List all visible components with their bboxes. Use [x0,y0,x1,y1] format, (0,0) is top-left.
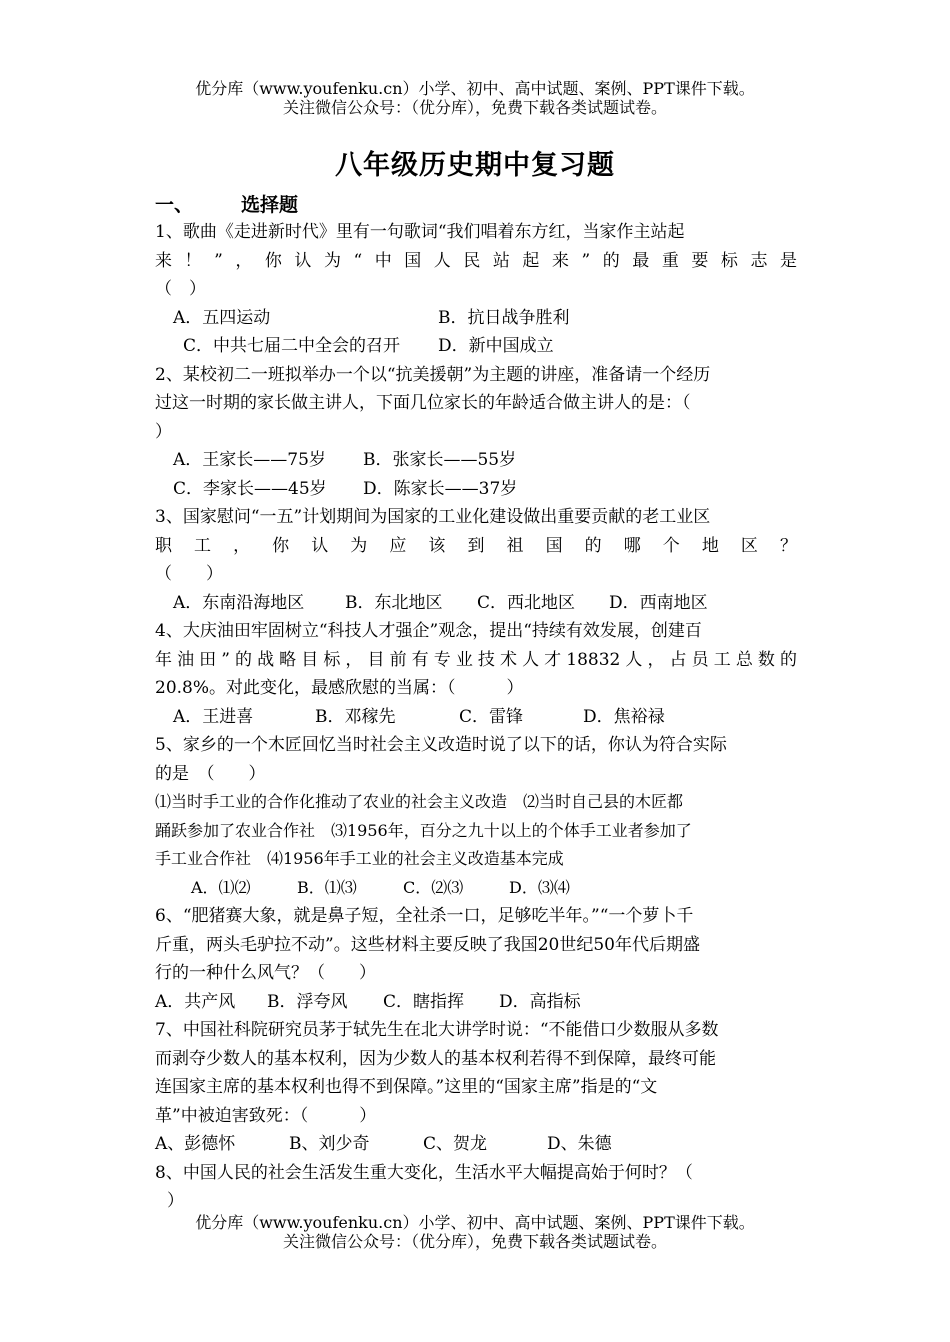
question-list [155,218,797,1216]
q2-line-1: 2、某校初二一班拟举办一个以“抗美援朝”为主题的讲座，准备请一个经历 [155,364,711,385]
section-number: 一、 [155,194,194,216]
q6-option-d: D．高指标 [499,991,581,1012]
q5-line-2: 的是 （ ） [155,763,266,784]
q4-line-2: 年油田”的战略目标，目前有专业技术人才18832人，占员工总数的 [155,649,797,670]
q3-line-1: 3、国家慰问“一五”计划期间为国家的工业化建设做出重要贡献的老工业区 [155,507,711,527]
q5-option-d: D．⑶⑷ [509,877,570,897]
q7-line-1: 7、中国社科院研究员茅于轼先生在北大讲学时说：“不能借口少数服从多数 [155,1020,719,1040]
q5-option-b: B．⑴⑶ [297,877,357,897]
q2-line-3: ） [155,421,172,442]
q4-option-a: A．王进喜 [173,706,254,727]
q1-option-c: C．中共七届二中全会的召开 [183,336,401,356]
footer-line-2: 关注微信公众号：（优分库），免费下载各类试题试卷。 [282,1232,667,1251]
q2-options-cd [155,475,797,504]
q8-line-2: ） [167,1191,184,1211]
q6-option-b: B．浮夸风 [267,991,348,1012]
q3-line-2: 职工，你认为应该到祖国的哪个地区？ [155,535,797,556]
q3-option-a: A．东南沿海地区 [173,592,305,613]
q2-options-ab [155,446,797,475]
q5-line-4: 踊跃参加了农业合作社 ⑶1956年，百分之九十以上的个体手工业者参加了 [155,820,692,840]
q4-line-1: 4、大庆油田牢固树立“科技人才强企”观念，提出“持续有效发展，创建百 [155,621,702,641]
q7-line-2: 而剥夺少数人的基本权利，因为少数人的基本权利若得不到保障，最终可能 [155,1048,716,1069]
q7-option-a: A、彭德怀 [155,1134,236,1154]
q3-option-b: B．东北地区 [345,592,443,613]
page-title: 八年级历史期中复习题 [335,150,615,181]
q4-option-c: C．雷锋 [459,706,524,727]
q3-option-c: C．西北地区 [477,592,576,613]
q2-option-d: D．陈家长——37岁 [363,478,518,499]
q1-options-cd [155,332,797,361]
page-footer [0,1213,950,1251]
header-line-1: 优分库（www.youfenku.cn）小学、初中、高中试题、案例、PPT课件下载。 [195,79,755,98]
q7-line-4: 革”中被迫害致死：（ ） [155,1105,377,1126]
q7-option-d: D、朱德 [547,1134,612,1154]
q5-line-1: 5、家乡的一个木匠回忆当时社会主义改造时说了以下的话，你认为符合实际 [155,735,727,755]
q1-options-ab [155,304,797,333]
q8-line-1: 8、中国人民的社会生活发生重大变化，生活水平大幅提高始于何时？（ [155,1162,693,1183]
q5-option-c: C．⑵⑶ [403,877,464,897]
q5-option-a: A．⑴⑵ [191,877,251,897]
q3-options [155,589,797,618]
q7-line-3: 连国家主席的基本权利也得不到保障。”这里的“国家主席”指是的“文 [155,1077,658,1097]
q5-line-5: 手工业合作社 ⑷1956年手工业的社会主义改造基本完成 [155,849,564,868]
q6-options [155,988,797,1017]
q7-options [155,1130,797,1159]
q6-line-2: 斤重，两头毛驴拉不动”。这些材料主要反映了我国20世纪50年代后期盛 [155,934,700,955]
q6-line-3: 行的一种什么风气？（ ） [155,963,376,983]
q6-line-1: 6、“肥猪赛大象，就是鼻子短，全社杀一口，足够吃半年。”“一个萝卜千 [155,906,694,926]
header-line-2: 关注微信公众号：（优分库），免费下载各类试题试卷。 [282,98,667,117]
q2-option-b: B．张家长——55岁 [363,450,517,470]
q1-line-3: （ ） [155,279,206,299]
q2-option-c: C．李家长——45岁 [173,478,327,499]
q5-line-3: ⑴当时手工业的合作化推动了农业的社会主义改造 ⑵当时自己县的木匠都 [155,792,684,811]
q7-option-c: C、贺龙 [423,1134,488,1154]
q4-option-b: B．邓稼先 [315,706,396,727]
section-title: 选择题 [241,194,299,216]
q7-option-b: B、刘少奇 [289,1134,370,1154]
section-heading [155,190,298,217]
q1-option-a: A．五四运动 [173,307,271,328]
q1-line-2: 来！”，你认为“中国人民站起来”的最重要标志是 [155,250,797,271]
q3-option-d: D．西南地区 [609,592,708,613]
q1-line-1: 1、歌曲《走进新时代》里有一句歌词“我们唱着东方红，当家作主站起 [155,222,685,242]
q1-option-d: D．新中国成立 [438,336,554,356]
q4-option-d: D．焦裕禄 [583,706,665,727]
q3-line-3: （ ） [155,564,223,584]
q5-options [155,874,797,903]
q2-option-a: A．王家长——75岁 [173,450,326,470]
q6-option-a: A．共产风 [155,991,236,1012]
q6-option-c: C．瞎指挥 [383,991,465,1012]
page-header [0,79,950,117]
q4-line-3: 20.8%。对此变化，最感欣慰的当属：（ ） [155,678,524,698]
footer-line-1: 优分库（www.youfenku.cn）小学、初中、高中试题、案例、PPT课件下载。 [195,1213,755,1232]
q1-option-b: B．抗日战争胜利 [438,307,570,328]
q4-options [155,703,797,732]
q2-line-2: 过这一时期的家长做主讲人，下面几位家长的年龄适合做主讲人的是：（ [155,393,691,413]
